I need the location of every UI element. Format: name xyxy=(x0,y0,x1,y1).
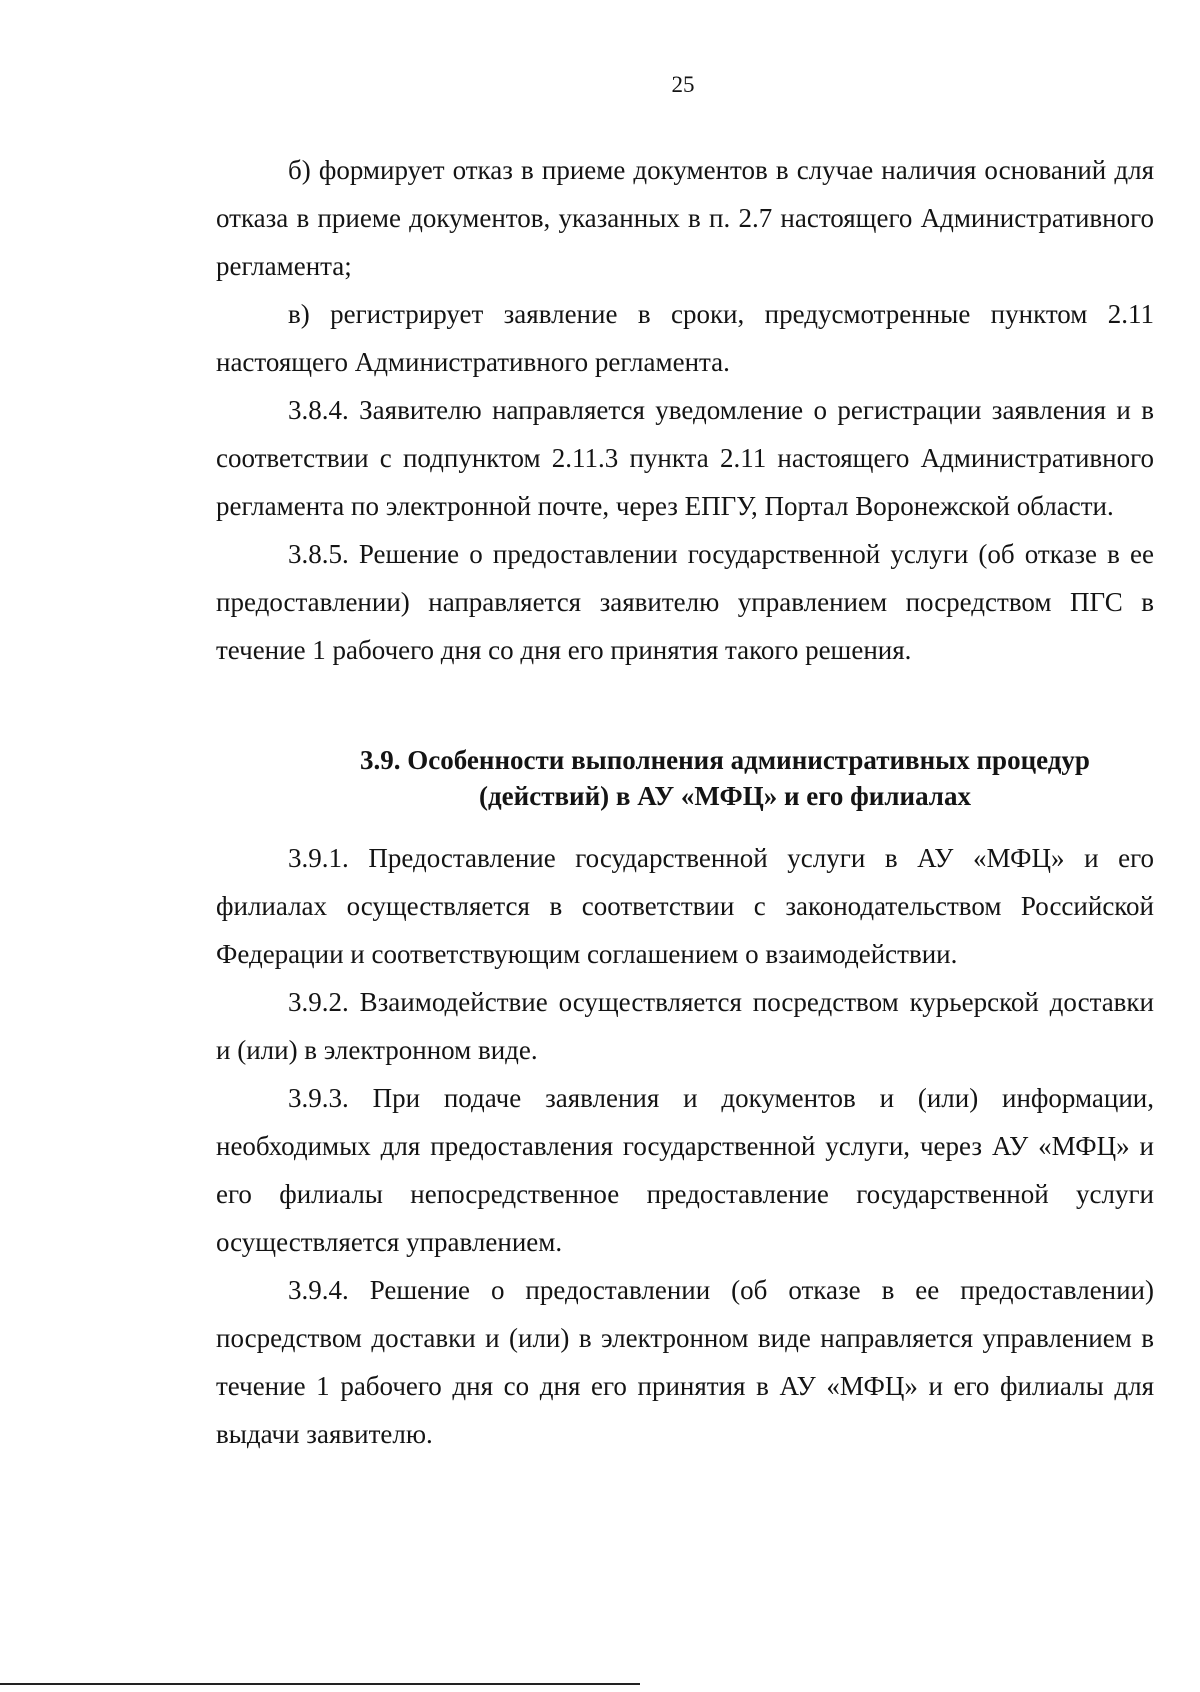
paragraph-v-registration: в) регистрирует заявление в сроки, предусмотренные пунктом 2.11 настоящего Административного регламента. xyxy=(216,299,1154,377)
page-number: 25 xyxy=(671,72,695,97)
paragraph-3-9-1: 3.9.1. Предоставление государственной услуги в АУ «МФЦ» и его филиалах осуществляется в соответствии с законодательством Российской Федерации и соответствующим соглашением о взаимодействии. xyxy=(216,843,1154,969)
document-body xyxy=(216,146,1154,1458)
section-heading-line-1: 3.9. Особенности выполнения административных процедур xyxy=(360,745,1090,775)
section-heading-3-9 xyxy=(216,742,1154,814)
section-heading-line-2: (действий) в АУ «МФЦ» и его филиалах xyxy=(479,781,971,811)
paragraph-3-8-4: 3.8.4. Заявителю направляется уведомление о регистрации заявления и в соответствии с подпунктом 2.11.3 пункта 2.11 настоящего Административного регламента по электронной почте, через ЕПГУ, Портал Воронежской области. xyxy=(216,395,1154,521)
bottom-scan-edge-line xyxy=(0,1683,640,1685)
paragraph-3-8-5: 3.8.5. Решение о предоставлении государственной услуги (об отказе в ее предоставлении) направляется заявителю управлением посредством ПГС в течение 1 рабочего дня со дня его принятия такого решения. xyxy=(216,539,1154,665)
paragraph-3-9-3: 3.9.3. При подаче заявления и документов и (или) информации, необходимых для предоставления государственной услуги, через АУ «МФЦ» и его филиалы непосредственное предоставление государственной услуги осуществляется управлением. xyxy=(216,1083,1154,1257)
paragraph-b-refusal: б) формирует отказ в приеме документов в случае наличия оснований для отказа в приеме документов, указанных в п. 2.7 настоящего Административного регламента; xyxy=(216,155,1154,281)
paragraph-3-9-4: 3.9.4. Решение о предоставлении (об отказе в ее предоставлении) посредством доставки и (или) в электронном виде направляется управлением в течение 1 рабочего дня со дня его принятия в АУ «МФЦ» и его филиалы для выдачи заявителю. xyxy=(216,1275,1154,1449)
paragraph-3-9-2: 3.9.2. Взаимодействие осуществляется посредством курьерской доставки и (или) в электронном виде. xyxy=(216,987,1154,1065)
